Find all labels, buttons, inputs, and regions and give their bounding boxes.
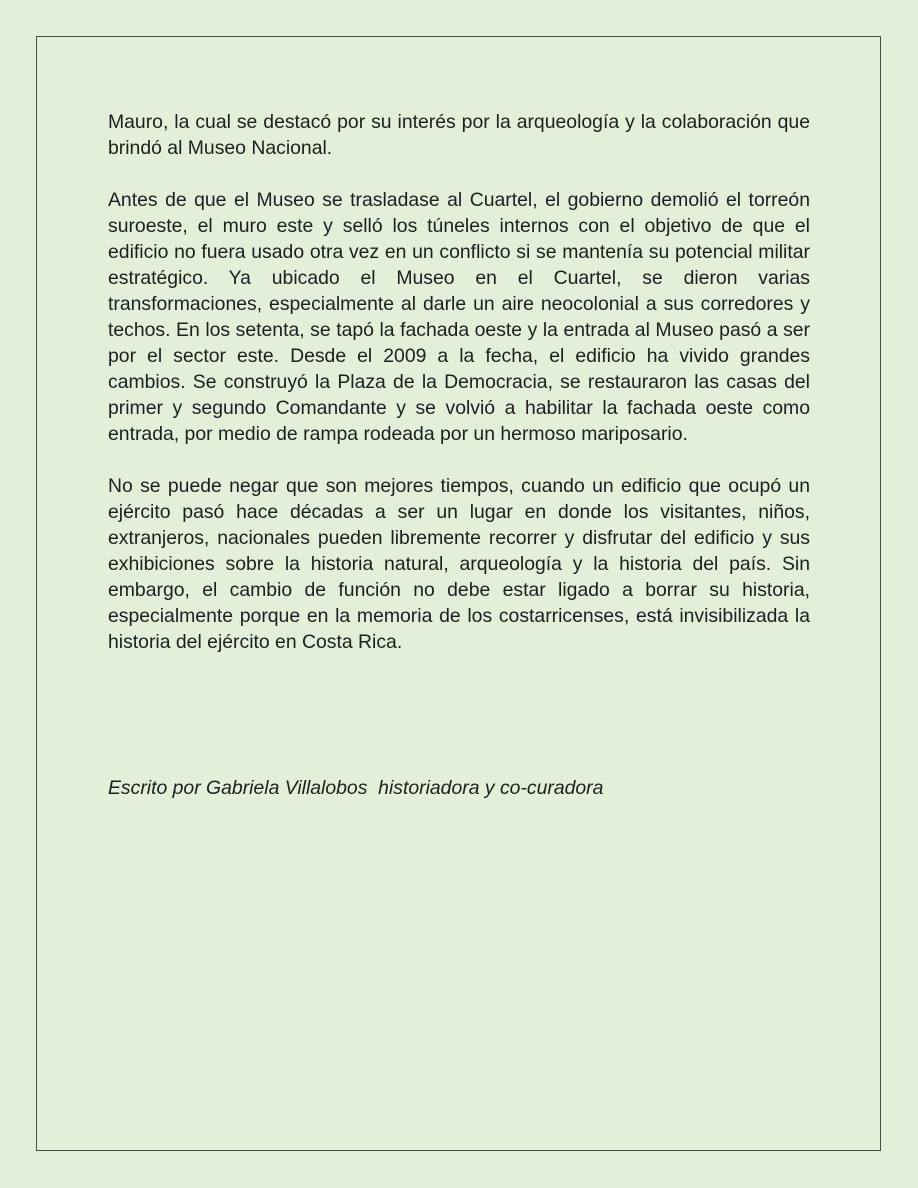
author-signature: Escrito por Gabriela Villalobos historiadora y co-curadora bbox=[108, 777, 604, 799]
document-body bbox=[108, 109, 810, 655]
paragraph-1: Mauro, la cual se destacó por su interés por la arqueología y la colaboración que brindó al Museo Nacional. bbox=[108, 111, 810, 159]
paragraph-3: No se puede negar que son mejores tiempos, cuando un edificio que ocupó un ejército pasó hace décadas a ser un lugar en donde los visitantes, niños, extranjeros, nacionales pueden libremente recorrer y disfrutar del edificio y sus exhibiciones sobre la historia natural, arqueología y la historia del país. Sin embargo, el cambio de función no debe estar ligado a borrar su historia, especialmente porque en la memoria de los costarricenses, está invisibilizada la historia del ejército en Costa Rica. bbox=[108, 475, 810, 653]
paragraph-2: Antes de que el Museo se trasladase al Cuartel, el gobierno demolió el torreón suroeste, el muro este y selló los túneles internos con el objetivo de que el edificio no fuera usado otra vez en un conflicto si se mantenía su potencial militar estratégico. Ya ubicado el Museo en el Cuartel, se dieron varias transformaciones, especialmente al darle un aire neocolonial a sus corredores y techos. En los setenta, se tapó la fachada oeste y la entrada al Museo pasó a ser por el sector este. Desde el 2009 a la fecha, el edificio ha vivido grandes cambios. Se construyó la Plaza de la Democracia, se restauraron las casas del primer y segundo Comandante y se volvió a habilitar la fachada oeste como entrada, por medio de rampa rodeada por un hermoso mariposario. bbox=[108, 189, 810, 445]
